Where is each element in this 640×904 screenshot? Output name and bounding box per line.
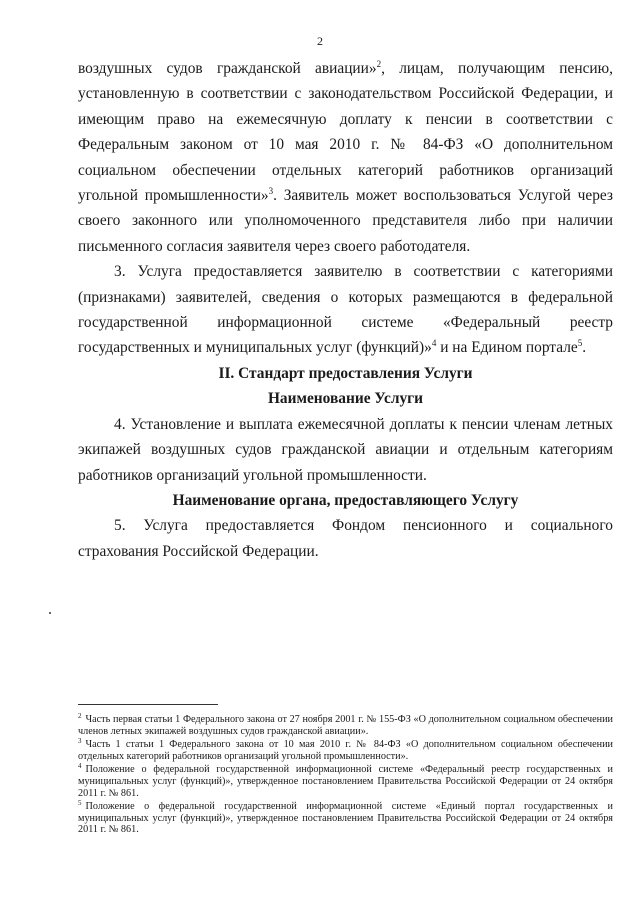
footnotes (78, 714, 613, 838)
paragraph-text: . (582, 339, 587, 357)
paragraph-text: , лицам, получающим пенсию, установленную в соответствии с законодательством Российской Федерации, и имеющим право на ежемесячную доплату к пенсии в соответствии с Федеральным законом от 10 мая 2010 г. № 84-ФЗ «О дополнительном социальном обеспечении отдельных категорий работников организаций угольной промышленности» (78, 60, 613, 205)
subsection-heading-service-name: Наименование Услуги (267, 390, 424, 408)
footnote-text: Положение о федеральной государственной информационной системе «Федеральный реестр государственных и муниципальных услуг (функций)», утвержденное постановлением Правительства Российской Федерации от 24 октября 2011 г. № 861. (78, 764, 613, 799)
footnote-text: Часть 1 статьи 1 Федерального закона от 10 мая 2010 г. № 84-ФЗ «О дополнительном социальном обеспечении отдельных категорий работников организаций угольной промышленности». (78, 739, 613, 762)
scan-speck (49, 612, 51, 614)
footnote-4 (78, 764, 613, 799)
footnote-text: Часть первая статьи 1 Федерального закона от 27 ноября 2001 г. № 155-ФЗ «О дополнительном социальном обеспечении членов летных экипажей воздушных судов гражданской авиации». (78, 714, 613, 737)
footnote-number: 5 (78, 799, 82, 808)
footnote-2 (78, 714, 613, 737)
paragraph-5: 5. Услуга предоставляется Фондом пенсионного и социального страхования Российской Федерации. (78, 517, 613, 560)
footnote-number: 3 (78, 737, 82, 746)
footnote-ref[interactable]: 2 (376, 59, 382, 69)
paragraph-text: и на Едином портале (436, 339, 578, 357)
footnote-3 (78, 739, 613, 762)
paragraph-text: . Заявитель может воспользоваться Услугой через своего законного или уполномоченного представителя либо при наличии письменного согласия заявителя через своего работодателя. (78, 187, 613, 255)
section-heading: II. Стандарт предоставления Услуги (218, 364, 473, 382)
footnote-number: 2 (78, 712, 82, 720)
paragraph-text: воздушных судов гражданской авиации» (78, 60, 377, 77)
footnote-separator (78, 704, 218, 705)
subsection-heading-organ: Наименование органа, предоставляющего Услугу (172, 491, 519, 509)
footnote-5 (78, 801, 613, 836)
footnote-number: 4 (78, 762, 82, 771)
footnote-ref[interactable]: 5 (577, 338, 583, 349)
footnote-ref[interactable]: 3 (268, 186, 274, 197)
paragraph-2-continuation (78, 56, 613, 259)
paragraph-3 (78, 259, 613, 361)
body-text (78, 56, 613, 564)
paragraph-text: 3. Услуга предоставляется заявителю в соответствии с категориями (признаками) заявителей, сведения о которых размещаются в федеральной государственной информационной системе «Федеральный реестр государственных и муниципальных услуг (функций)» (78, 263, 613, 357)
footnote-ref[interactable]: 4 (431, 338, 437, 349)
paragraph-4: 4. Установление и выплата ежемесячной доплаты к пенсии членам летных экипажей воздушных судов гражданской авиации и отдельным категориям работников организаций угольной промышленности. (78, 415, 613, 484)
page-number: 2 (317, 34, 323, 48)
footnote-text: Положение о федеральной государственной информационной системе «Единый портал государственных и муниципальных услуг (функций)», утвержденное постановлением Правительства Российской Федерации от 24 октября 2011 г. № 861. (78, 801, 613, 836)
